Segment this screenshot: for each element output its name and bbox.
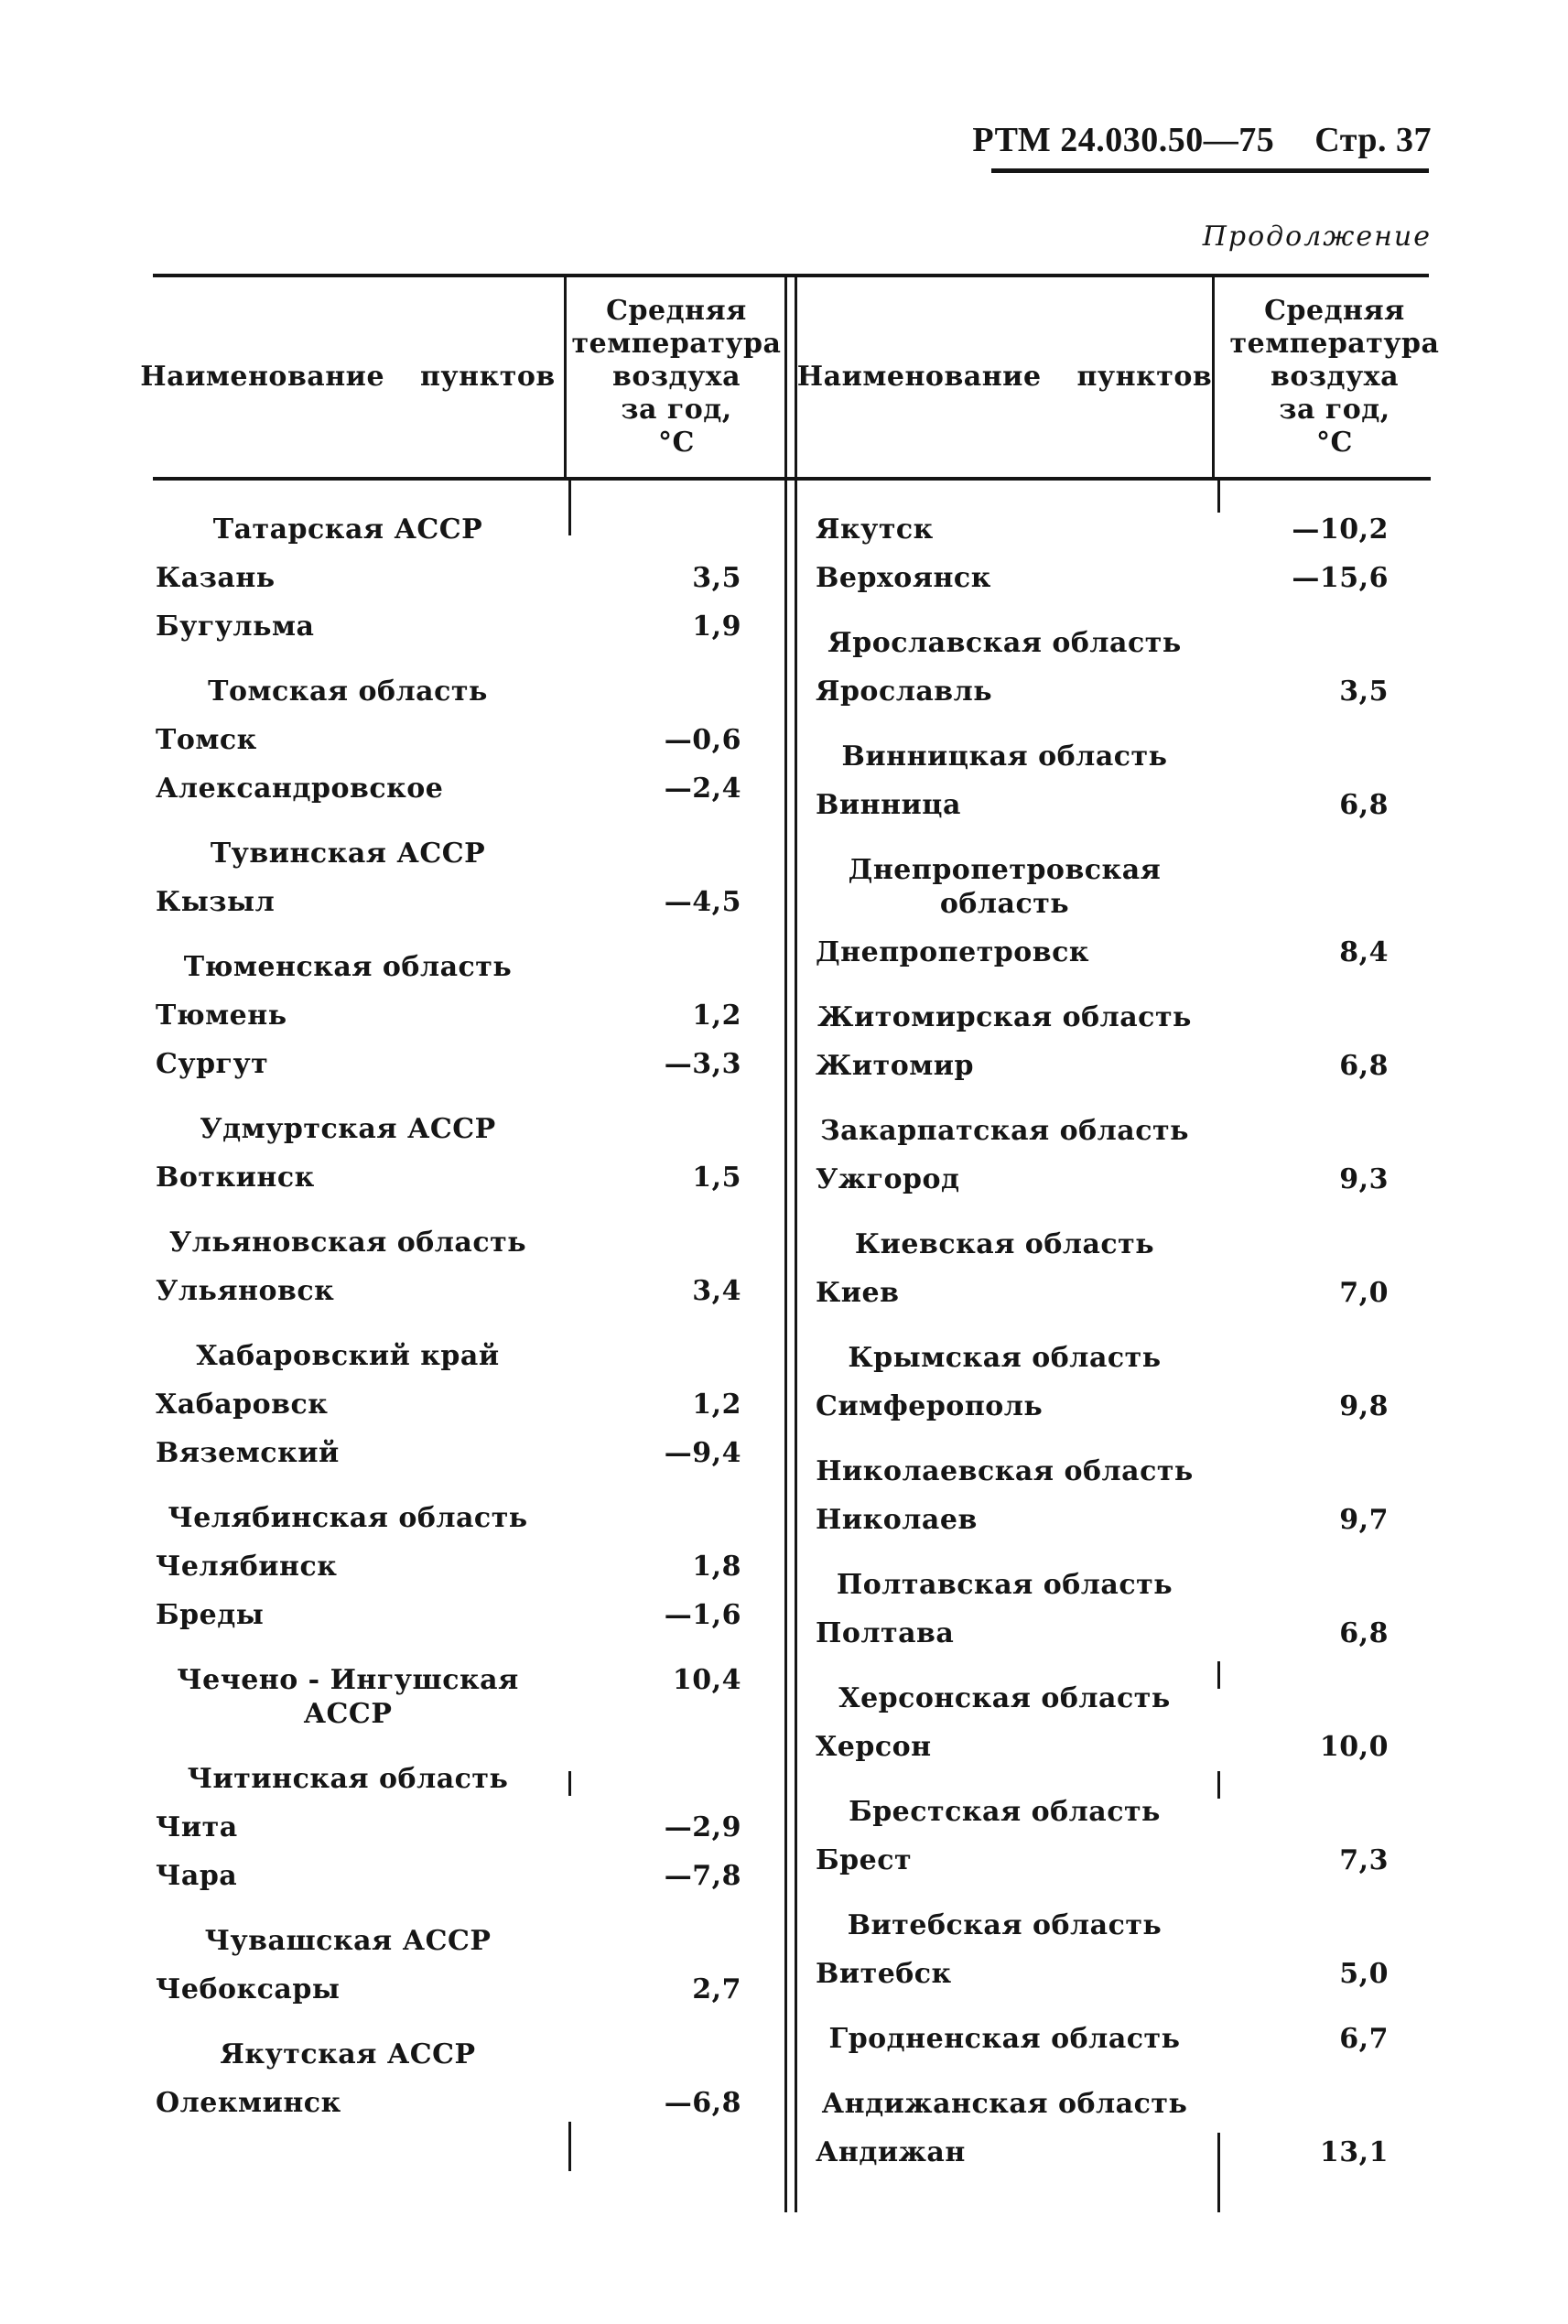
station-name: Житомир <box>816 1050 974 1082</box>
station-name: Чебоксары <box>156 1973 341 2005</box>
region-name: Ульяновская область <box>168 1227 527 1259</box>
region-heading-row <box>796 619 1428 667</box>
station-row <box>153 716 786 764</box>
station-row <box>796 1496 1428 1544</box>
station-row <box>796 505 1428 554</box>
station-temperature-value: —1,6 <box>664 1599 741 1631</box>
station-row <box>153 1803 786 1852</box>
column-header-name-left <box>140 277 565 477</box>
region-name: Крымская область <box>848 1342 1162 1374</box>
region-heading-row <box>153 1917 786 1965</box>
station-name: Воткинск <box>156 1162 315 1194</box>
region-heading-row <box>796 2080 1428 2128</box>
station-row <box>153 554 786 602</box>
column-header-line: Средняя <box>1264 295 1405 327</box>
station-temperature-value: 9,7 <box>1339 1504 1389 1536</box>
column-header-line: воздуха <box>1270 361 1400 393</box>
station-temperature-value: 9,3 <box>1339 1163 1389 1195</box>
region-name: Читинская область <box>187 1763 509 1795</box>
region-heading-row <box>796 732 1428 781</box>
station-temperature-value: —9,4 <box>664 1437 741 1469</box>
station-row <box>153 1965 786 2014</box>
region-name: Николаевская область <box>816 1455 1194 1487</box>
station-temperature-value: 5,0 <box>1339 1958 1389 1990</box>
region-heading-row <box>796 846 1428 928</box>
region-name: Киевская область <box>854 1228 1155 1260</box>
region-heading-row <box>796 1447 1428 1496</box>
station-row <box>153 1429 786 1477</box>
station-name: Киев <box>816 1277 900 1309</box>
region-heading-row <box>153 505 786 554</box>
station-temperature-value: —15,6 <box>1292 562 1389 594</box>
station-temperature-value: 10,0 <box>1319 1731 1389 1763</box>
region-heading-row <box>153 1656 786 1738</box>
region-name: Татарская АССР <box>212 513 483 546</box>
station-name: Ульяновск <box>156 1275 335 1307</box>
station-temperature-value: 7,3 <box>1339 1844 1389 1876</box>
station-name: Бреды <box>156 1599 265 1631</box>
region-heading-row <box>153 943 786 991</box>
station-row <box>153 1380 786 1429</box>
station-temperature-value: 3,5 <box>692 562 741 594</box>
region-name: Гродненская область <box>828 2023 1181 2055</box>
region-heading-row <box>796 1561 1428 1609</box>
column-header-name-right <box>797 277 1212 477</box>
station-temperature-value: —7,8 <box>664 1860 741 1892</box>
station-row <box>796 2128 1428 2177</box>
region-name: Полтавская область <box>836 1569 1173 1601</box>
station-name: Александровское <box>156 773 444 805</box>
station-row <box>796 1609 1428 1658</box>
column-header-line: воздуха <box>611 361 741 393</box>
region-name: Томская область <box>208 676 488 708</box>
station-temperature-value: 6,8 <box>1339 1050 1389 1082</box>
station-name: Хабаровск <box>156 1389 329 1421</box>
station-temperature-value: 1,5 <box>692 1162 741 1194</box>
station-name: Витебск <box>816 1958 952 1990</box>
column-header-line: Средняя <box>606 295 747 327</box>
station-name: Сургут <box>156 1048 269 1080</box>
right-table-column <box>796 505 1428 2177</box>
region-name: Удмуртская АССР <box>200 1113 496 1145</box>
region-heading-row <box>153 1332 786 1380</box>
region-name <box>796 853 1213 921</box>
station-name: Ярославль <box>816 676 993 708</box>
column-header-line: температура <box>1229 328 1440 360</box>
station-row <box>796 554 1428 602</box>
station-row <box>153 1852 786 1900</box>
station-row <box>153 1040 786 1088</box>
region-name-line: Чечено - Ингушская <box>177 1664 519 1696</box>
page-header <box>972 119 1432 161</box>
station-temperature-value: 1,9 <box>692 611 741 643</box>
station-temperature-value: —2,9 <box>664 1811 741 1843</box>
station-name: Вяземский <box>156 1437 340 1469</box>
station-row <box>153 991 786 1040</box>
column-header-label: Наименование пунктов <box>140 361 556 393</box>
column-header-temperature-right <box>1215 277 1454 477</box>
region-heading-row <box>796 2015 1428 2063</box>
station-name: Чита <box>156 1811 238 1843</box>
station-name: Полтава <box>816 1617 955 1649</box>
region-name: Закарпатская область <box>820 1115 1189 1147</box>
region-name: Тюменская область <box>183 951 513 983</box>
station-temperature-value: 1,2 <box>692 1000 741 1032</box>
station-name: Бугульма <box>156 611 315 643</box>
region-name: Чувашская АССР <box>204 1925 492 1957</box>
station-temperature-value: —6,8 <box>664 2087 741 2119</box>
column-header-line: за год, <box>1279 394 1390 426</box>
station-row <box>796 1382 1428 1431</box>
station-row <box>796 1042 1428 1090</box>
station-name: Кызыл <box>156 886 276 918</box>
station-name: Челябинск <box>156 1551 338 1583</box>
region-heading-row <box>153 1755 786 1803</box>
station-temperature-value: 9,8 <box>1339 1390 1389 1422</box>
station-name: Николаев <box>816 1504 978 1536</box>
station-name: Винница <box>816 789 961 821</box>
station-name: Якутск <box>816 513 934 546</box>
station-row <box>153 2079 786 2127</box>
station-temperature-value: —10,2 <box>1292 513 1389 546</box>
station-temperature-value: 3,5 <box>1339 676 1389 708</box>
table-header-bottom-rule <box>153 477 1431 481</box>
page-header-underline <box>991 168 1429 173</box>
region-heading-row <box>796 1334 1428 1382</box>
station-name: Тюмень <box>156 1000 287 1032</box>
station-name: Ужгород <box>816 1163 960 1195</box>
column-header-label: Наименование пунктов <box>796 361 1213 393</box>
region-heading-row <box>153 2030 786 2079</box>
station-name: Верхоянск <box>816 562 991 594</box>
station-name: Симферополь <box>816 1390 1044 1422</box>
region-name: Тувинская АССР <box>210 838 486 870</box>
station-name: Брест <box>816 1844 913 1876</box>
station-row <box>153 1542 786 1591</box>
region-heading-row <box>796 1674 1428 1723</box>
region-heading-row <box>153 1105 786 1153</box>
station-temperature-value: 6,8 <box>1339 789 1389 821</box>
region-name: Житомирская область <box>817 1001 1192 1033</box>
continuation-label: Продолжение <box>1202 221 1432 253</box>
station-name: Андижан <box>816 2136 966 2168</box>
station-row <box>153 602 786 651</box>
column-rule-segment <box>568 2122 571 2171</box>
region-name: Челябинская область <box>168 1502 528 1534</box>
column-header-line: °С <box>658 427 695 459</box>
station-temperature-value: 8,4 <box>1339 936 1389 968</box>
station-temperature-value: 13,1 <box>1319 2136 1389 2168</box>
station-temperature-value: —2,4 <box>664 773 741 805</box>
region-heading-row <box>796 1901 1428 1950</box>
station-temperature-value: 1,8 <box>692 1551 741 1583</box>
region-heading-row <box>796 993 1428 1042</box>
station-row <box>796 1155 1428 1204</box>
region-name-line: Днепропетровская <box>848 854 1162 886</box>
station-row <box>153 878 786 926</box>
region-name <box>153 1663 565 1731</box>
region-heading-row <box>796 1220 1428 1269</box>
station-row <box>796 1269 1428 1317</box>
station-row <box>796 1836 1428 1885</box>
region-heading-row <box>153 667 786 716</box>
region-name-line: АССР <box>303 1698 393 1730</box>
station-row <box>153 1153 786 1202</box>
region-name: Херсонская область <box>838 1682 1171 1714</box>
region-heading-row <box>796 1788 1428 1836</box>
region-heading-row <box>153 829 786 878</box>
station-row <box>153 764 786 813</box>
station-name: Томск <box>156 724 257 756</box>
region-heading-row <box>153 1218 786 1267</box>
column-header-line: °С <box>1316 427 1353 459</box>
region-heading-row <box>796 1107 1428 1155</box>
region-name: Витебская область <box>847 1909 1162 1941</box>
station-row <box>796 781 1428 829</box>
region-name: Винницкая область <box>841 740 1168 773</box>
region-heading-row <box>153 1494 786 1542</box>
region-name: Андижанская область <box>821 2088 1188 2120</box>
left-table-column <box>153 505 786 2127</box>
page-number: Стр. 37 <box>1314 121 1432 159</box>
station-temperature-value: —4,5 <box>664 886 741 918</box>
region-name: Ярославская область <box>827 627 1182 659</box>
region-name: Якутская АССР <box>220 2038 476 2070</box>
station-row <box>153 1591 786 1639</box>
station-row <box>153 1267 786 1315</box>
station-temperature-value: 6,8 <box>1339 1617 1389 1649</box>
region-name: Хабаровский край <box>196 1340 500 1372</box>
region-name-line: область <box>939 888 1070 920</box>
station-temperature-value: 3,4 <box>692 1275 741 1307</box>
region-temperature-value: 6,7 <box>1339 2023 1389 2055</box>
station-temperature-value: 2,7 <box>692 1973 741 2005</box>
station-name: Казань <box>156 562 276 594</box>
column-header-temperature-left <box>567 277 786 477</box>
station-row <box>796 928 1428 977</box>
station-temperature-value: —0,6 <box>664 724 741 756</box>
region-name: Брестская область <box>849 1796 1161 1828</box>
column-header-line: за год, <box>621 394 732 426</box>
station-row <box>796 667 1428 716</box>
document-code: РТМ 24.030.50—75 <box>972 121 1275 159</box>
column-header-line: температура <box>571 328 782 360</box>
station-temperature-value: —3,3 <box>664 1048 741 1080</box>
station-name: Олекминск <box>156 2087 341 2119</box>
station-row <box>796 1723 1428 1771</box>
region-temperature-value: 10,4 <box>672 1664 741 1696</box>
station-temperature-value: 7,0 <box>1339 1277 1389 1309</box>
station-name: Днепропетровск <box>816 936 1090 968</box>
station-name: Херсон <box>816 1731 932 1763</box>
station-name: Чара <box>156 1860 238 1892</box>
station-row <box>796 1950 1428 1998</box>
station-temperature-value: 1,2 <box>692 1389 741 1421</box>
